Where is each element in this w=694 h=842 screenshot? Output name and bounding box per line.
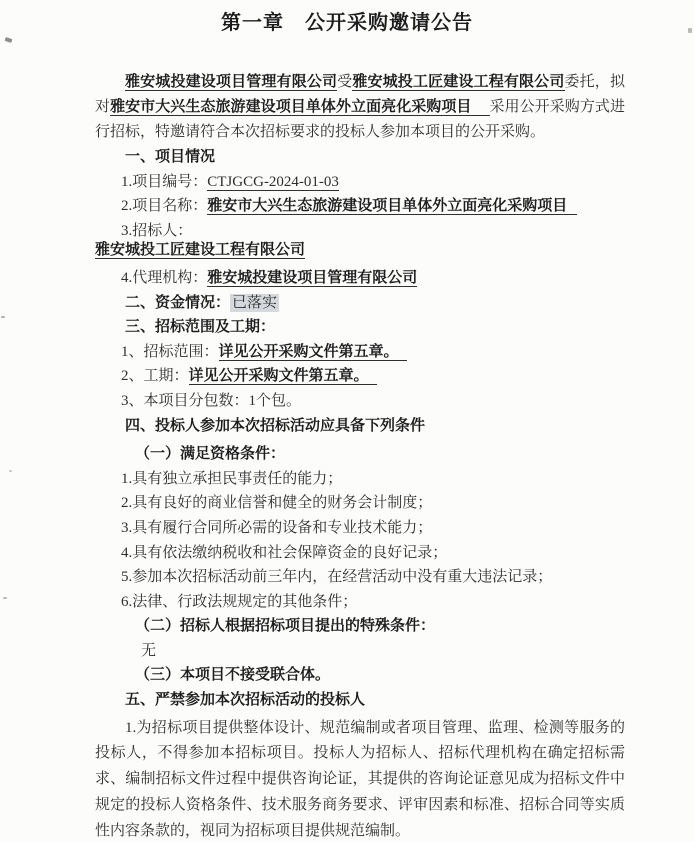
duration-value: 详见公开采购文件第五章。 [189,368,377,385]
condition-item: 3.具有履行合同所必需的设备和专业技术能力； [121,519,433,536]
owner-company-name: 雅安城投工匠建设工程有限公司 [352,74,565,90]
project-number-value: CTJGCG-2024-01-03 [207,173,339,190]
condition-item: 5.参加本次招标活动前三年内，在经营活动中没有重大违法记录； [121,569,553,586]
package-count-line: 3、本项目分包数：1个包。 [121,392,302,409]
section-2-heading: 二、资金情况： [125,294,231,311]
document-body [95,70,625,842]
funding-status-value: 已落实 [232,294,278,311]
condition-item: 2.具有良好的商业信誉和健全的财务会计制度； [121,495,433,512]
prohibited-bidders-paragraph: 1.为招标项目提供整体设计、规范编制或者项目管理、监理、检测等服务的投标人，不得参加本招标项目。投标人为招标人、招标代理机构在确定招标需求、编制招标文件过程中提供咨询论证，其提供的咨询论证意见成为招标文件中规定的投标人资格条件、技术服务商务要求、评审因素和标准、招标合同等实质性内容条款的，视同为招标项目提供规范编制。 [95,719,625,839]
chapter-title: 第一章 公开采购邀请公告 [221,12,473,34]
intro-paragraph [95,70,625,145]
condition-item: 6.法律、行政法规规定的其他条件； [121,593,358,610]
scan-artifact [688,28,692,33]
project-number-line [95,170,625,195]
funding-line [95,291,625,316]
scan-artifact [9,470,12,472]
qualification-subheading: （一）满足资格条件： [135,446,286,463]
condition-item: 4.具有依法缴纳税收和社会保障资金的良好记录； [121,544,448,561]
duration-line [95,364,625,389]
agency-label: 4.代理机构： [121,269,208,286]
section-4-heading: 四、投标人参加本次招标活动应具备下列条件 [125,417,426,434]
project-name-line [95,194,625,219]
project-name-value: 雅安市大兴生态旅游建设项目单体外立面亮化采购项目 [207,198,577,215]
bid-scope-value: 详见公开采购文件第五章。 [219,344,407,361]
scan-artifact [3,597,7,599]
agency-line [95,266,625,291]
agency-company-name: 雅安城投建设项目管理有限公司 [207,269,418,286]
tenderee-company-name: 雅安城投工匠建设工程有限公司 [95,242,306,259]
section-5-heading: 五、严禁参加本次招标活动的投标人 [125,692,366,709]
tenderee-value-line [95,238,625,263]
intro-text-3: 采用公开采购方式进行招标，特邀请符合本次招标要求的投标人参加本项目的公开采购。 [95,99,625,140]
special-conditions-subheading: （二）招标人根据招标项目提出的特殊条件： [135,618,436,635]
project-name: 雅安市大兴生态旅游建设项目单体外立面亮化采购项目 [110,99,489,116]
special-conditions-value: 无 [141,642,157,659]
intro-text-2: 委托，拟对 [95,74,625,115]
project-number-label: 1.项目编号： [121,173,208,190]
bid-scope-line [95,340,625,365]
scan-artifact [1,316,5,318]
condition-item: 1.具有独立承担民事责任的能力； [121,470,343,487]
agent-company-name: 雅安城投建设项目管理有限公司 [125,74,338,90]
section-1-heading: 一、项目情况 [125,149,216,165]
bid-scope-label: 1、招标范围： [121,343,219,360]
scan-artifact [5,37,13,43]
intro-text-1: 受 [337,74,353,90]
section-3-heading: 三、招标范围及工期： [125,319,276,336]
tenderee-label: 3.招标人： [121,222,193,239]
no-consortium-subheading: （三）本项目不接受联合体。 [135,667,331,684]
project-name-label: 2.项目名称： [121,198,208,215]
duration-label: 2、工期： [121,368,189,385]
